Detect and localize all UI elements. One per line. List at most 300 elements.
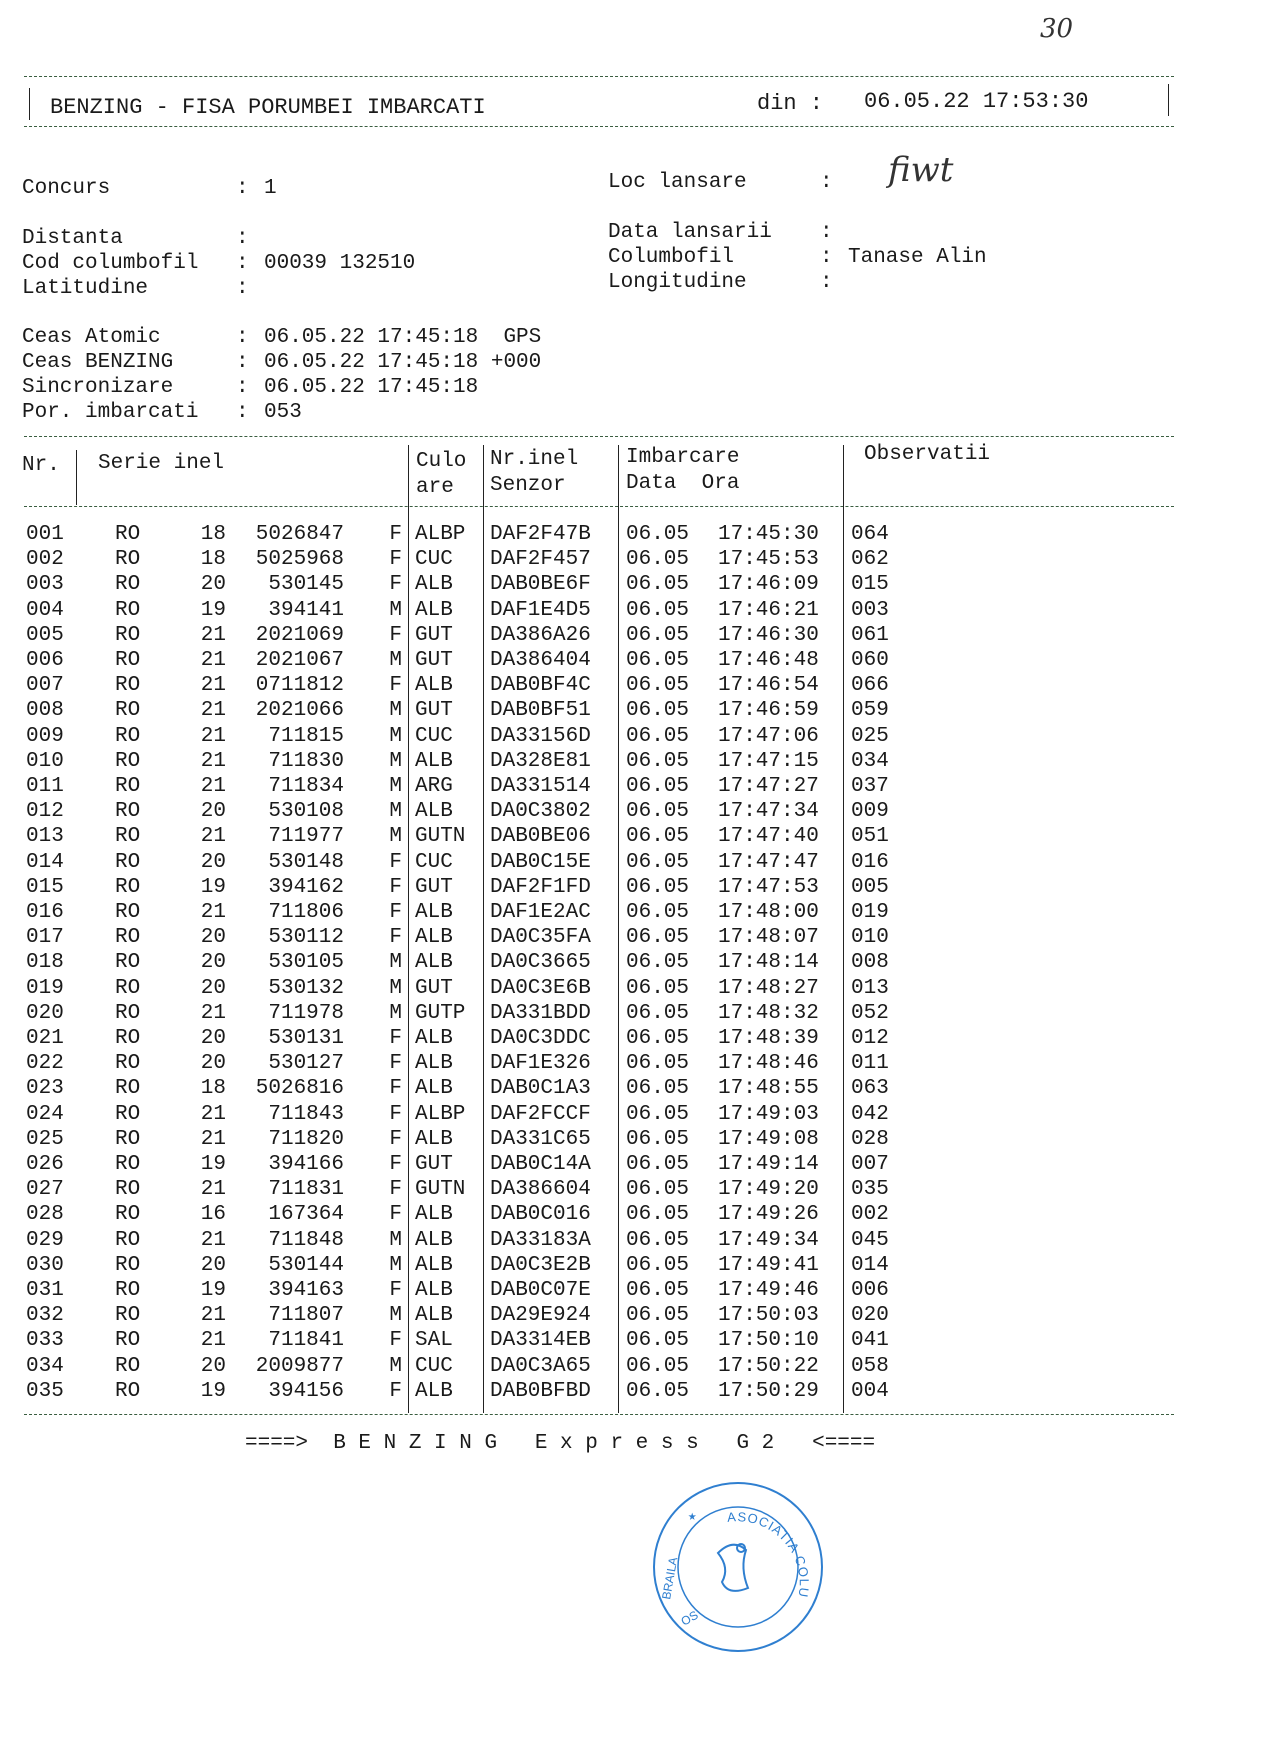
row-sex: F xyxy=(389,1379,402,1403)
row-sensor: DA0C3E6B xyxy=(490,976,591,1000)
row-sex: M xyxy=(389,800,402,824)
row-nr: 014 xyxy=(26,850,64,874)
header-bottom-rule xyxy=(24,126,1174,127)
row-date: 06.05 xyxy=(626,1279,690,1302)
row-ring-number: 394162 xyxy=(268,875,344,899)
header-left-bar xyxy=(29,88,30,120)
row-observation: 020 xyxy=(851,1304,889,1328)
table-row xyxy=(0,572,1276,597)
row-nr: 021 xyxy=(26,1027,64,1050)
row-year: 21 xyxy=(200,1178,226,1202)
row-date: 06.05 xyxy=(626,649,690,672)
row-country: RO xyxy=(115,1329,141,1353)
table-row xyxy=(0,875,1276,900)
table-row xyxy=(0,1303,1276,1328)
row-sensor: DA328E81 xyxy=(490,749,591,773)
row-sex: M xyxy=(389,1304,402,1328)
row-time: 17:49:20 xyxy=(718,1178,819,1202)
row-time: 17:48:32 xyxy=(718,1001,819,1025)
row-sensor: DA0C3E2B xyxy=(490,1253,591,1277)
row-nr: 027 xyxy=(26,1178,64,1202)
row-nr: 029 xyxy=(26,1228,64,1252)
row-year: 19 xyxy=(200,598,226,622)
print-datetime: 06.05.22 17:53:30 xyxy=(864,89,1089,114)
row-observation: 011 xyxy=(851,1052,889,1076)
row-date: 06.05 xyxy=(626,951,690,975)
info-porumbei-imbarcati: Por. imbarcati : 053 xyxy=(22,401,302,424)
row-ring-number: 2021066 xyxy=(255,699,344,723)
row-country: RO xyxy=(115,1354,141,1378)
row-time: 17:46:59 xyxy=(718,699,819,723)
row-date: 06.05 xyxy=(626,901,690,924)
row-year: 21 xyxy=(200,1127,226,1151)
row-country: RO xyxy=(115,1077,141,1101)
row-country: RO xyxy=(115,548,141,572)
row-color: ALB xyxy=(415,598,453,622)
row-ring-number: 711831 xyxy=(268,1178,344,1202)
row-year: 18 xyxy=(200,523,226,546)
row-nr: 022 xyxy=(26,1052,64,1076)
row-color: GUT xyxy=(415,649,453,672)
row-country: RO xyxy=(115,649,141,672)
row-time: 17:49:14 xyxy=(718,1153,819,1176)
row-color: ALB xyxy=(415,1127,453,1151)
col-header-serie: Serie inel xyxy=(98,452,225,475)
row-sensor: DA386604 xyxy=(490,1178,591,1202)
row-date: 06.05 xyxy=(626,1153,690,1176)
row-sensor: DA0C35FA xyxy=(490,926,591,950)
row-year: 21 xyxy=(200,1329,226,1353)
row-time: 17:49:26 xyxy=(718,1203,819,1227)
row-date: 06.05 xyxy=(626,699,690,723)
row-ring-number: 2009877 xyxy=(255,1354,344,1378)
header-right-bar xyxy=(1168,84,1169,116)
row-sex: F xyxy=(389,1178,402,1202)
row-country: RO xyxy=(115,901,141,924)
table-row xyxy=(0,598,1276,623)
row-country: RO xyxy=(115,523,141,546)
row-ring-number: 711978 xyxy=(268,1001,344,1025)
row-sex: M xyxy=(389,699,402,723)
row-time: 17:45:53 xyxy=(718,548,819,572)
row-date: 06.05 xyxy=(626,1228,690,1252)
association-stamp xyxy=(648,1478,828,1656)
row-sex: F xyxy=(389,548,402,572)
row-time: 17:48:55 xyxy=(718,1077,819,1101)
row-ring-number: 711841 xyxy=(268,1329,344,1353)
row-observation: 060 xyxy=(851,649,889,672)
row-color: ALB xyxy=(415,1203,453,1227)
row-country: RO xyxy=(115,1228,141,1252)
row-observation: 042 xyxy=(851,1102,889,1126)
row-color: GUT xyxy=(415,1153,453,1176)
table-row xyxy=(0,1051,1276,1076)
row-date: 06.05 xyxy=(626,724,690,748)
row-nr: 002 xyxy=(26,548,64,572)
row-ring-number: 5026847 xyxy=(255,523,344,546)
row-color: CUC xyxy=(415,1354,453,1378)
row-nr: 003 xyxy=(26,573,64,597)
row-year: 20 xyxy=(200,573,226,597)
row-date: 06.05 xyxy=(626,1379,690,1403)
row-sensor: DA386404 xyxy=(490,649,591,672)
row-ring-number: 530145 xyxy=(268,573,344,597)
row-sex: M xyxy=(389,649,402,672)
table-row xyxy=(0,1354,1276,1379)
row-country: RO xyxy=(115,1102,141,1126)
row-ring-number: 0711812 xyxy=(255,674,344,698)
row-nr: 006 xyxy=(26,649,64,672)
row-color: ALB xyxy=(415,674,453,698)
row-sensor: DA0C3665 xyxy=(490,951,591,975)
row-nr: 032 xyxy=(26,1304,64,1328)
row-color: ALB xyxy=(415,926,453,950)
row-observation: 058 xyxy=(851,1354,889,1378)
row-time: 17:50:10 xyxy=(718,1329,819,1353)
row-date: 06.05 xyxy=(626,1304,690,1328)
row-time: 17:48:39 xyxy=(718,1027,819,1050)
row-sex: F xyxy=(389,1279,402,1302)
row-observation: 063 xyxy=(851,1077,889,1101)
row-sex: M xyxy=(389,825,402,849)
table-row xyxy=(0,900,1276,925)
info-loc-lansare: Loc lansare : xyxy=(608,171,833,194)
row-color: ALB xyxy=(415,1228,453,1252)
row-sex: M xyxy=(389,976,402,1000)
row-sensor: DA0C3DDC xyxy=(490,1027,591,1050)
row-sensor: DAB0BF51 xyxy=(490,699,591,723)
col-header-imbarcare-2: Data Ora xyxy=(626,472,740,495)
row-color: ALB xyxy=(415,901,453,924)
row-year: 20 xyxy=(200,1354,226,1378)
table-row xyxy=(0,925,1276,950)
row-year: 16 xyxy=(200,1203,226,1227)
row-ring-number: 711815 xyxy=(268,724,344,748)
row-ring-number: 711843 xyxy=(268,1102,344,1126)
row-date: 06.05 xyxy=(626,875,690,899)
row-time: 17:46:54 xyxy=(718,674,819,698)
row-year: 20 xyxy=(200,951,226,975)
col-sep-nr xyxy=(76,450,77,505)
handwritten-location: fiwt xyxy=(888,150,954,190)
row-nr: 025 xyxy=(26,1127,64,1151)
row-color: GUT xyxy=(415,875,453,899)
row-country: RO xyxy=(115,1253,141,1277)
table-row xyxy=(0,1152,1276,1177)
row-ring-number: 2021069 xyxy=(255,623,344,647)
row-sex: F xyxy=(389,850,402,874)
row-sensor: DA331514 xyxy=(490,775,591,798)
col-header-culoare-2: are xyxy=(416,476,454,499)
row-nr: 020 xyxy=(26,1001,64,1025)
info-ceas-atomic: Ceas Atomic : 06.05.22 17:45:18 GPS xyxy=(22,326,542,349)
row-color: ALBP xyxy=(415,1102,466,1126)
row-sex: M xyxy=(389,775,402,798)
row-sensor: DA386A26 xyxy=(490,623,591,647)
row-observation: 007 xyxy=(851,1153,889,1176)
row-color: GUTP xyxy=(415,1001,466,1025)
row-observation: 041 xyxy=(851,1329,889,1353)
table-row xyxy=(0,1379,1276,1404)
row-date: 06.05 xyxy=(626,976,690,1000)
row-time: 17:47:06 xyxy=(718,724,819,748)
row-sensor: DAF1E326 xyxy=(490,1052,591,1076)
row-country: RO xyxy=(115,1178,141,1202)
row-time: 17:49:08 xyxy=(718,1127,819,1151)
table-row xyxy=(0,1253,1276,1278)
col-header-senzor-1: Nr.inel xyxy=(490,448,579,471)
row-observation: 012 xyxy=(851,1027,889,1050)
row-time: 17:47:27 xyxy=(718,775,819,798)
row-year: 21 xyxy=(200,1001,226,1025)
row-sensor: DAB0BFBD xyxy=(490,1379,591,1403)
row-date: 06.05 xyxy=(626,548,690,572)
row-nr: 033 xyxy=(26,1329,64,1353)
svg-text:ASOCIATIA COLUMBOFILA: ASOCIATIA COLU xyxy=(726,1509,812,1599)
row-observation: 016 xyxy=(851,850,889,874)
svg-text:OS: OS xyxy=(678,1607,701,1629)
table-row xyxy=(0,1278,1276,1303)
row-year: 21 xyxy=(200,649,226,672)
row-nr: 008 xyxy=(26,699,64,723)
svg-text:★: ★ xyxy=(688,1509,697,1525)
row-time: 17:50:29 xyxy=(718,1379,819,1403)
row-country: RO xyxy=(115,1279,141,1302)
info-sincronizare: Sincronizare : 06.05.22 17:45:18 xyxy=(22,376,479,399)
row-year: 19 xyxy=(200,875,226,899)
row-ring-number: 530132 xyxy=(268,976,344,1000)
row-sex: F xyxy=(389,523,402,546)
row-time: 17:47:15 xyxy=(718,749,819,773)
row-color: CUC xyxy=(415,850,453,874)
table-header-top-rule xyxy=(24,436,1174,437)
row-country: RO xyxy=(115,850,141,874)
row-time: 17:49:41 xyxy=(718,1253,819,1277)
row-color: ALB xyxy=(415,749,453,773)
row-sex: M xyxy=(389,1253,402,1277)
row-sensor: DAF2F457 xyxy=(490,548,591,572)
row-sensor: DA0C3A65 xyxy=(490,1354,591,1378)
row-time: 17:47:47 xyxy=(718,850,819,874)
info-data-lansarii: Data lansarii : xyxy=(608,221,833,244)
row-time: 17:45:30 xyxy=(718,523,819,546)
row-time: 17:50:22 xyxy=(718,1354,819,1378)
row-observation: 061 xyxy=(851,623,889,647)
row-ring-number: 711977 xyxy=(268,825,344,849)
col-header-imbarcare-1: Imbarcare xyxy=(626,446,740,469)
row-year: 19 xyxy=(200,1153,226,1176)
row-country: RO xyxy=(115,724,141,748)
row-date: 06.05 xyxy=(626,1027,690,1050)
table-bottom-rule xyxy=(24,1414,1174,1415)
row-nr: 007 xyxy=(26,674,64,698)
table-row xyxy=(0,547,1276,572)
row-color: ALB xyxy=(415,1052,453,1076)
row-ring-number: 530148 xyxy=(268,850,344,874)
row-country: RO xyxy=(115,825,141,849)
table-row xyxy=(0,673,1276,698)
row-country: RO xyxy=(115,775,141,798)
row-observation: 013 xyxy=(851,976,889,1000)
row-year: 21 xyxy=(200,1228,226,1252)
row-observation: 009 xyxy=(851,800,889,824)
row-country: RO xyxy=(115,1203,141,1227)
row-date: 06.05 xyxy=(626,1253,690,1277)
row-nr: 028 xyxy=(26,1203,64,1227)
info-distanta: Distanta : xyxy=(22,227,249,250)
row-nr: 010 xyxy=(26,749,64,773)
row-sensor: DAF1E4D5 xyxy=(490,598,591,622)
row-sensor: DAF2F1FD xyxy=(490,875,591,899)
table-row xyxy=(0,1127,1276,1152)
row-year: 19 xyxy=(200,1279,226,1302)
svg-text:BRAILA: BRAILA xyxy=(659,1556,681,1601)
row-sensor: DA331BDD xyxy=(490,1001,591,1025)
row-sensor: DA3314EB xyxy=(490,1329,591,1353)
row-sensor: DA331C65 xyxy=(490,1127,591,1151)
col-header-observatii: Observatii xyxy=(864,443,991,466)
header-top-rule xyxy=(24,76,1174,77)
row-year: 21 xyxy=(200,825,226,849)
table-row xyxy=(0,774,1276,799)
row-date: 06.05 xyxy=(626,1203,690,1227)
row-ring-number: 711834 xyxy=(268,775,344,798)
row-time: 17:50:03 xyxy=(718,1304,819,1328)
row-sex: M xyxy=(389,724,402,748)
row-country: RO xyxy=(115,1379,141,1403)
row-sensor: DA33183A xyxy=(490,1228,591,1252)
row-color: ALB xyxy=(415,951,453,975)
date-label: din : xyxy=(757,91,824,116)
row-sex: F xyxy=(389,1052,402,1076)
row-ring-number: 394166 xyxy=(268,1153,344,1176)
row-observation: 015 xyxy=(851,573,889,597)
col-header-senzor-2: Senzor xyxy=(490,474,566,497)
row-country: RO xyxy=(115,1052,141,1076)
row-nr: 001 xyxy=(26,523,64,546)
row-date: 06.05 xyxy=(626,598,690,622)
row-observation: 003 xyxy=(851,598,889,622)
table-row xyxy=(0,799,1276,824)
row-nr: 035 xyxy=(26,1379,64,1403)
row-observation: 064 xyxy=(851,523,889,546)
row-color: GUT xyxy=(415,699,453,723)
row-date: 06.05 xyxy=(626,674,690,698)
row-sensor: DAB0C016 xyxy=(490,1203,591,1227)
row-sex: F xyxy=(389,1127,402,1151)
row-nr: 015 xyxy=(26,875,64,899)
row-sex: F xyxy=(389,573,402,597)
col-header-nr: Nr. xyxy=(22,454,60,477)
row-country: RO xyxy=(115,1153,141,1176)
row-sex: F xyxy=(389,1102,402,1126)
row-sex: F xyxy=(389,623,402,647)
row-sensor: DAF1E2AC xyxy=(490,901,591,924)
row-sensor: DAB0C14A xyxy=(490,1153,591,1176)
row-nr: 024 xyxy=(26,1102,64,1126)
row-sex: F xyxy=(389,901,402,924)
row-ring-number: 394163 xyxy=(268,1279,344,1302)
row-color: ALB xyxy=(415,800,453,824)
row-sensor: DAB0C15E xyxy=(490,850,591,874)
row-ring-number: 394141 xyxy=(268,598,344,622)
row-observation: 045 xyxy=(851,1228,889,1252)
row-color: CUC xyxy=(415,548,453,572)
row-time: 17:47:53 xyxy=(718,875,819,899)
row-year: 21 xyxy=(200,1102,226,1126)
row-date: 06.05 xyxy=(626,1052,690,1076)
row-observation: 004 xyxy=(851,1379,889,1403)
row-color: GUT xyxy=(415,623,453,647)
row-year: 20 xyxy=(200,976,226,1000)
row-year: 21 xyxy=(200,775,226,798)
row-color: ARG xyxy=(415,775,453,798)
row-nr: 018 xyxy=(26,951,64,975)
row-year: 20 xyxy=(200,926,226,950)
table-row xyxy=(0,1328,1276,1353)
info-latitudine: Latitudine : xyxy=(22,277,249,300)
table-row xyxy=(0,1076,1276,1101)
table-row xyxy=(0,522,1276,547)
row-time: 17:46:21 xyxy=(718,598,819,622)
row-observation: 066 xyxy=(851,674,889,698)
row-observation: 034 xyxy=(851,749,889,773)
table-row xyxy=(0,1026,1276,1051)
table-row xyxy=(0,850,1276,875)
row-nr: 023 xyxy=(26,1077,64,1101)
row-sensor: DA33156D xyxy=(490,724,591,748)
row-country: RO xyxy=(115,1304,141,1328)
row-ring-number: 711830 xyxy=(268,749,344,773)
table-row xyxy=(0,698,1276,723)
row-nr: 034 xyxy=(26,1354,64,1378)
row-ring-number: 530105 xyxy=(268,951,344,975)
row-sex: F xyxy=(389,1027,402,1050)
row-time: 17:46:09 xyxy=(718,573,819,597)
row-color: SAL xyxy=(415,1329,453,1353)
row-ring-number: 711820 xyxy=(268,1127,344,1151)
row-observation: 051 xyxy=(851,825,889,849)
row-date: 06.05 xyxy=(626,1127,690,1151)
row-ring-number: 530127 xyxy=(268,1052,344,1076)
row-date: 06.05 xyxy=(626,623,690,647)
row-ring-number: 711806 xyxy=(268,901,344,924)
row-sensor: DAB0BE6F xyxy=(490,573,591,597)
row-country: RO xyxy=(115,800,141,824)
info-concurs: Concurs : 1 xyxy=(22,177,277,200)
row-ring-number: 530144 xyxy=(268,1253,344,1277)
table-row xyxy=(0,1228,1276,1253)
row-year: 21 xyxy=(200,674,226,698)
row-nr: 019 xyxy=(26,976,64,1000)
row-country: RO xyxy=(115,926,141,950)
row-date: 06.05 xyxy=(626,1329,690,1353)
table-header-bottom-rule xyxy=(24,506,1174,507)
row-year: 21 xyxy=(200,699,226,723)
row-observation: 062 xyxy=(851,548,889,572)
info-columbofil: Columbofil : Tanase Alin xyxy=(608,246,987,269)
row-ring-number: 5026816 xyxy=(255,1077,344,1101)
row-time: 17:48:00 xyxy=(718,901,819,924)
row-sensor: DAB0C07E xyxy=(490,1279,591,1302)
table-row xyxy=(0,950,1276,975)
row-time: 17:48:46 xyxy=(718,1052,819,1076)
row-country: RO xyxy=(115,623,141,647)
row-country: RO xyxy=(115,1127,141,1151)
table-row xyxy=(0,1001,1276,1026)
row-sex: F xyxy=(389,1203,402,1227)
row-year: 21 xyxy=(200,724,226,748)
